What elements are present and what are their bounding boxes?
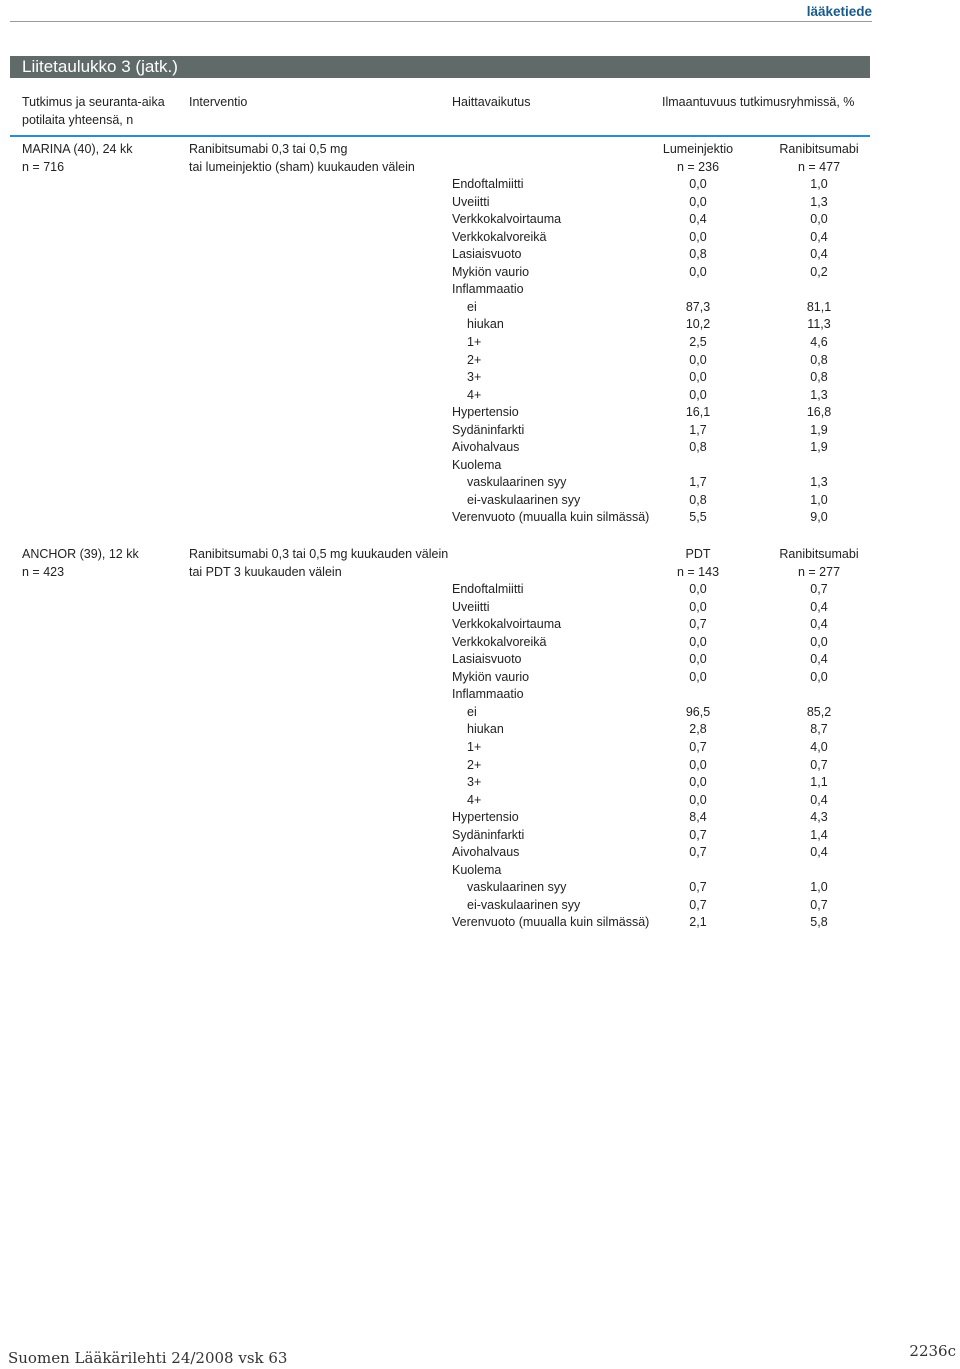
group-1-value: 0,0 bbox=[689, 370, 707, 385]
group-1-name: Lumeinjektio bbox=[662, 142, 734, 156]
group-1-value: 0,7 bbox=[689, 880, 707, 895]
study-header-row bbox=[0, 141, 960, 159]
adverse-event-label: 4+ bbox=[467, 792, 482, 807]
group-2-n: n = 277 bbox=[797, 564, 841, 579]
group-2-value: 0,2 bbox=[810, 264, 828, 279]
group-2-value: 11,3 bbox=[807, 317, 831, 332]
adverse-event-label: 3+ bbox=[467, 370, 482, 385]
table-row bbox=[0, 616, 960, 634]
group-1-value: 10,2 bbox=[685, 317, 711, 332]
group-1-value: 0,0 bbox=[689, 194, 707, 209]
group-2-value: 0,4 bbox=[810, 792, 828, 807]
group-1-value: 0,7 bbox=[689, 897, 707, 912]
group-2-n: n = 477 bbox=[797, 159, 841, 174]
table-row bbox=[0, 827, 960, 845]
adverse-event-label: ei-vaskulaarinen syy bbox=[467, 897, 581, 912]
study-name: ANCHOR (39), 12 kk bbox=[22, 547, 139, 561]
column-header-intervention: Interventio bbox=[189, 95, 248, 109]
table-row bbox=[0, 176, 960, 194]
table-row bbox=[0, 721, 960, 739]
study-name: MARINA (40), 24 kk bbox=[22, 142, 133, 156]
table-row bbox=[0, 739, 960, 757]
table-row bbox=[0, 862, 960, 880]
adverse-event-label: ei-vaskulaarinen syy bbox=[467, 492, 581, 507]
group-1-value: 0,0 bbox=[689, 599, 707, 614]
group-1-value: 0,0 bbox=[689, 387, 707, 402]
table-row bbox=[0, 422, 960, 440]
table-row bbox=[0, 387, 960, 405]
group-2-value: 0,7 bbox=[810, 897, 828, 912]
group-2-value: 4,0 bbox=[810, 740, 828, 755]
table-row bbox=[0, 669, 960, 687]
column-header-study-line1: Tutkimus ja seuranta-aika bbox=[22, 95, 165, 109]
table-row bbox=[0, 352, 960, 370]
group-2-value: 0,7 bbox=[810, 582, 828, 597]
study-size-row bbox=[0, 159, 960, 177]
intervention-text: tai PDT 3 kuukauden välein bbox=[189, 564, 342, 579]
group-2-value: 85,2 bbox=[806, 704, 832, 719]
group-1-value: 0,4 bbox=[689, 212, 707, 227]
adverse-event-label: Endoftalmiitti bbox=[452, 177, 524, 192]
group-1-value: 0,0 bbox=[689, 775, 707, 790]
study-block-anchor bbox=[0, 546, 960, 932]
table-row bbox=[0, 229, 960, 247]
adverse-event-label: Inflammaatio bbox=[452, 687, 524, 702]
intervention-text: Ranibitsumabi 0,3 tai 0,5 mg bbox=[189, 142, 348, 156]
adverse-event-label: Mykiön vaurio bbox=[452, 264, 530, 279]
adverse-event-label: Aivohalvaus bbox=[452, 845, 520, 860]
adverse-event-label: Uveiitti bbox=[452, 599, 490, 614]
group-1-value: 0,8 bbox=[689, 247, 707, 262]
group-1-value: 0,0 bbox=[689, 757, 707, 772]
group-1-value: 0,0 bbox=[689, 352, 707, 367]
group-1-value: 0,0 bbox=[689, 669, 707, 684]
group-2-value: 0,4 bbox=[810, 845, 828, 860]
adverse-event-label: Sydäninfarkti bbox=[452, 827, 525, 842]
study-header-row bbox=[0, 546, 960, 564]
group-1-value: 0,0 bbox=[689, 264, 707, 279]
group-1-value: 1,7 bbox=[689, 475, 707, 490]
adverse-event-label: Verkkokalvoreikä bbox=[452, 634, 547, 649]
table-row bbox=[0, 704, 960, 722]
table-row bbox=[0, 264, 960, 282]
table-row bbox=[0, 634, 960, 652]
adverse-event-label: Sydäninfarkti bbox=[452, 422, 525, 437]
group-2-value: 0,8 bbox=[810, 352, 828, 367]
table-row bbox=[0, 757, 960, 775]
group-2-value: 0,0 bbox=[810, 634, 828, 649]
group-1-value: 0,0 bbox=[689, 177, 707, 192]
group-2-name: Ranibitsumabi bbox=[779, 547, 859, 561]
table-row bbox=[0, 844, 960, 862]
adverse-event-label: Verkkokalvoirtauma bbox=[452, 617, 562, 632]
table-row bbox=[0, 792, 960, 810]
column-header-incidence: Ilmaantuvuus tutkimusryhmissä, % bbox=[662, 95, 855, 109]
table-row bbox=[0, 509, 960, 527]
adverse-event-label: Kuolema bbox=[452, 457, 502, 472]
adverse-event-label: vaskulaarinen syy bbox=[467, 880, 567, 895]
group-1-value: 0,0 bbox=[689, 652, 707, 667]
table-row bbox=[0, 281, 960, 299]
group-1-value: 0,8 bbox=[689, 440, 707, 455]
group-2-value: 9,0 bbox=[810, 510, 828, 525]
adverse-event-label: Lasiaisvuoto bbox=[452, 247, 522, 262]
table-row bbox=[0, 599, 960, 617]
group-1-n: n = 236 bbox=[676, 159, 720, 174]
adverse-event-label: Uveiitti bbox=[452, 194, 490, 209]
group-1-value: 0,0 bbox=[689, 634, 707, 649]
group-2-value: 0,4 bbox=[810, 599, 828, 614]
table-row bbox=[0, 404, 960, 422]
study-total-n: n = 716 bbox=[22, 159, 65, 174]
group-2-value: 0,4 bbox=[810, 247, 828, 262]
group-2-value: 5,8 bbox=[810, 915, 828, 930]
group-1-value: 0,7 bbox=[689, 827, 707, 842]
footer-journal: Suomen Lääkärilehti 24/2008 vsk 63 bbox=[8, 1349, 288, 1367]
group-2-value: 1,9 bbox=[810, 422, 828, 437]
table-row bbox=[0, 439, 960, 457]
group-1-value: 96,5 bbox=[685, 704, 711, 719]
table-row bbox=[0, 457, 960, 475]
adverse-event-label: Verenvuoto (muualla kuin silmässä) bbox=[452, 915, 650, 930]
table-row bbox=[0, 246, 960, 264]
table-row bbox=[0, 581, 960, 599]
group-2-value: 1,0 bbox=[810, 177, 828, 192]
group-2-value: 0,7 bbox=[810, 757, 828, 772]
adverse-event-label: Kuolema bbox=[452, 862, 502, 877]
group-2-value: 1,3 bbox=[810, 475, 828, 490]
group-1-value: 0,8 bbox=[689, 492, 707, 507]
adverse-event-label: ei bbox=[467, 704, 477, 719]
group-1-value: 8,4 bbox=[689, 810, 707, 825]
footer-page-number: 2236c bbox=[909, 1342, 956, 1360]
group-2-value: 1,0 bbox=[810, 880, 828, 895]
table-row bbox=[0, 879, 960, 897]
adverse-event-label: 1+ bbox=[467, 335, 482, 350]
study-size-row bbox=[0, 564, 960, 582]
group-1-value: 2,8 bbox=[689, 722, 707, 737]
group-1-value: 0,7 bbox=[689, 845, 707, 860]
adverse-event-label: 2+ bbox=[467, 352, 482, 367]
group-1-value: 16,1 bbox=[685, 405, 711, 420]
adverse-event-label: ei bbox=[467, 299, 477, 314]
table-row bbox=[0, 809, 960, 827]
adverse-event-label: vaskulaarinen syy bbox=[467, 475, 567, 490]
group-2-value: 8,7 bbox=[810, 722, 828, 737]
adverse-event-label: 1+ bbox=[467, 740, 482, 755]
group-2-value: 0,0 bbox=[810, 212, 828, 227]
group-2-value: 1,0 bbox=[810, 492, 828, 507]
table-row bbox=[0, 369, 960, 387]
adverse-event-label: Aivohalvaus bbox=[452, 440, 520, 455]
intervention-text: Ranibitsumabi 0,3 tai 0,5 mg kuukauden välein bbox=[189, 547, 449, 561]
study-total-n: n = 423 bbox=[22, 564, 65, 579]
group-2-value: 1,9 bbox=[810, 440, 828, 455]
table-row bbox=[0, 474, 960, 492]
table-row bbox=[0, 316, 960, 334]
group-1-value: 0,0 bbox=[689, 792, 707, 807]
group-2-value: 0,4 bbox=[810, 229, 828, 244]
group-2-value: 0,0 bbox=[810, 669, 828, 684]
table-row bbox=[0, 897, 960, 915]
adverse-event-label: Lasiaisvuoto bbox=[452, 652, 522, 667]
table-row bbox=[0, 686, 960, 704]
table-title-bar: Liitetaulukko 3 (jatk.) bbox=[10, 56, 870, 78]
group-2-value: 4,3 bbox=[810, 810, 828, 825]
column-header-study bbox=[22, 94, 165, 129]
group-2-value: 81,1 bbox=[806, 299, 832, 314]
header-rule bbox=[10, 135, 870, 137]
adverse-event-label: Mykiön vaurio bbox=[452, 669, 530, 684]
group-2-value: 0,4 bbox=[810, 617, 828, 632]
group-2-value: 1,1 bbox=[810, 775, 828, 790]
adverse-event-label: Verenvuoto (muualla kuin silmässä) bbox=[452, 510, 650, 525]
adverse-event-label: Hypertensio bbox=[452, 405, 519, 420]
group-2-name: Ranibitsumabi bbox=[779, 142, 859, 156]
group-1-value: 5,5 bbox=[689, 510, 707, 525]
group-2-value: 4,6 bbox=[810, 335, 828, 350]
table-row bbox=[0, 194, 960, 212]
intervention-text: tai lumeinjektio (sham) kuukauden välein bbox=[189, 159, 415, 174]
group-1-value: 2,5 bbox=[689, 335, 707, 350]
group-1-value: 0,0 bbox=[689, 582, 707, 597]
group-2-value: 16,8 bbox=[806, 405, 832, 420]
table-row bbox=[0, 211, 960, 229]
adverse-event-label: Verkkokalvoirtauma bbox=[452, 212, 562, 227]
adverse-event-label: hiukan bbox=[467, 317, 504, 332]
table-row bbox=[0, 492, 960, 510]
group-1-value: 1,7 bbox=[689, 422, 707, 437]
group-1-n: n = 143 bbox=[676, 564, 720, 579]
adverse-event-label: Hypertensio bbox=[452, 810, 519, 825]
group-2-value: 0,4 bbox=[810, 652, 828, 667]
group-1-value: 2,1 bbox=[689, 915, 707, 930]
table-row bbox=[0, 651, 960, 669]
column-header-study-line2: potilaita yhteensä, n bbox=[22, 112, 134, 127]
top-rule bbox=[10, 21, 872, 22]
adverse-event-label: Inflammaatio bbox=[452, 282, 524, 297]
group-1-value: 0,0 bbox=[689, 229, 707, 244]
adverse-event-label: Verkkokalvoreikä bbox=[452, 229, 547, 244]
group-1-value: 87,3 bbox=[685, 299, 711, 314]
table-row bbox=[0, 334, 960, 352]
column-header-adverse-event: Haittavaikutus bbox=[452, 95, 531, 109]
table-row bbox=[0, 299, 960, 317]
table-row bbox=[0, 774, 960, 792]
group-2-value: 1,3 bbox=[810, 387, 828, 402]
section-label[interactable]: lääketiede bbox=[806, 4, 872, 19]
adverse-event-label: hiukan bbox=[467, 722, 504, 737]
study-block-marina bbox=[0, 141, 960, 527]
table-row bbox=[0, 914, 960, 932]
adverse-event-label: Endoftalmiitti bbox=[452, 582, 524, 597]
group-2-value: 1,3 bbox=[810, 194, 828, 209]
group-2-value: 0,8 bbox=[810, 370, 828, 385]
adverse-event-label: 4+ bbox=[467, 387, 482, 402]
adverse-event-label: 2+ bbox=[467, 757, 482, 772]
group-2-value: 1,4 bbox=[810, 827, 828, 842]
group-1-value: 0,7 bbox=[689, 740, 707, 755]
group-1-value: 0,7 bbox=[689, 617, 707, 632]
group-1-name: PDT bbox=[685, 547, 711, 561]
adverse-event-label: 3+ bbox=[467, 775, 482, 790]
